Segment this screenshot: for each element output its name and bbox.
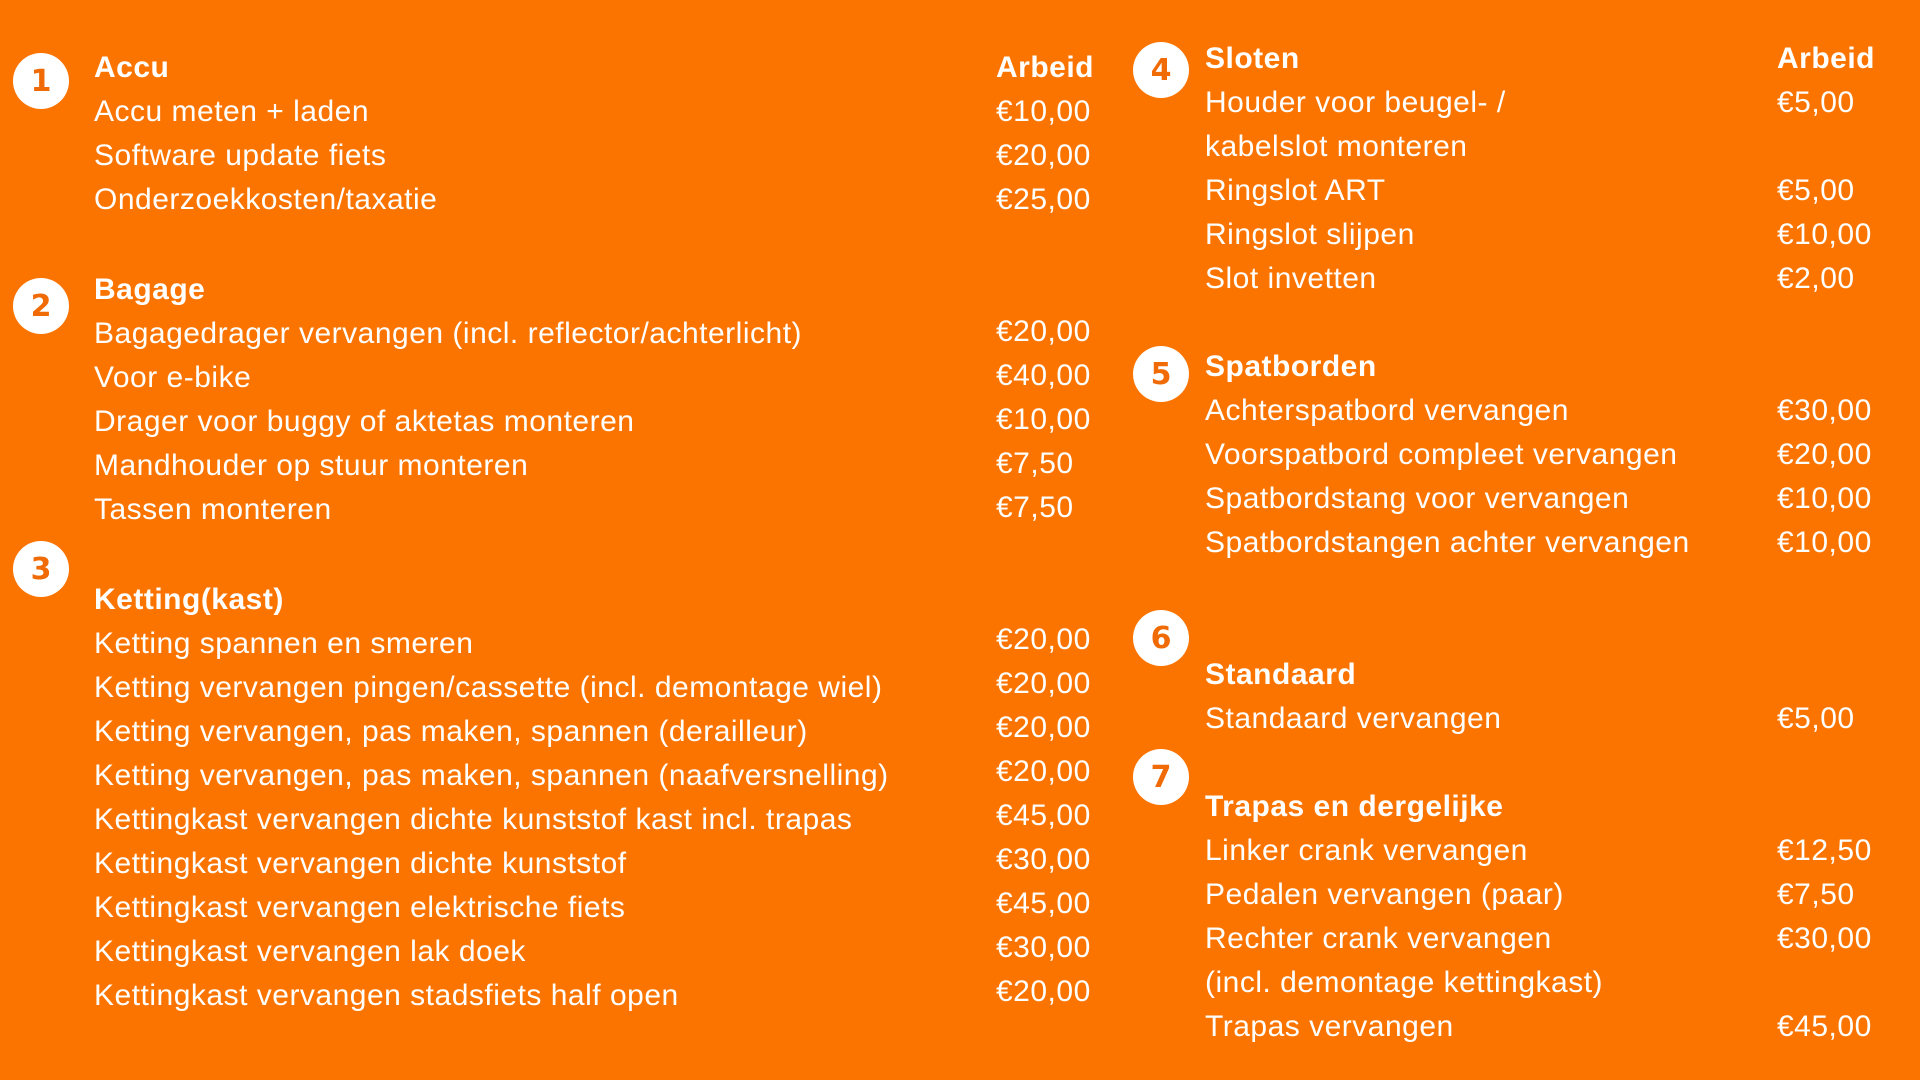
section-number-badge: 3	[13, 541, 69, 597]
item-price: €10,00	[996, 95, 1091, 128]
section-title-ketting: Ketting(kast)	[94, 583, 284, 616]
item-name: Linker crank vervangen	[1205, 834, 1528, 867]
section-number-badge: 2	[13, 278, 69, 334]
item-name: Spatbordstang voor vervangen	[1205, 482, 1630, 515]
item-price: €30,00	[1777, 394, 1872, 427]
item-price: €7,50	[996, 447, 1074, 480]
item-price: €20,00	[996, 315, 1091, 348]
item-name: Achterspatbord vervangen	[1205, 394, 1569, 427]
item-name: Trapas vervangen	[1205, 1010, 1454, 1043]
item-name: Kettingkast vervangen dichte kunststof	[94, 847, 627, 880]
arbeid-header-left: Arbeid	[996, 51, 1095, 84]
item-name: Ketting vervangen, pas maken, spannen (derailleur)	[94, 715, 808, 748]
item-price: €10,00	[1777, 482, 1872, 515]
item-price: €40,00	[996, 359, 1091, 392]
item-price: €5,00	[1777, 86, 1855, 119]
item-price: €10,00	[1777, 218, 1872, 251]
item-price: €2,00	[1777, 262, 1855, 295]
item-price: €20,00	[996, 755, 1091, 788]
item-price: €20,00	[996, 139, 1091, 172]
section-title-accu: Accu	[94, 51, 170, 84]
item-name: Onderzoekkosten/taxatie	[94, 183, 438, 216]
item-name: Pedalen vervangen (paar)	[1205, 878, 1564, 911]
section-title-spatborden: Spatborden	[1205, 350, 1377, 383]
section-title-trapas: Trapas en dergelijke	[1205, 790, 1504, 823]
item-name: Drager voor buggy of aktetas monteren	[94, 405, 635, 438]
item-name: Mandhouder op stuur monteren	[94, 449, 529, 482]
item-price: €5,00	[1777, 702, 1855, 735]
item-name: Ringslot ART	[1205, 174, 1386, 207]
item-price: €5,00	[1777, 174, 1855, 207]
item-price: €7,50	[996, 491, 1074, 524]
item-price: €10,00	[996, 403, 1091, 436]
section-number-badge: 6	[1133, 610, 1189, 666]
item-price: €30,00	[996, 931, 1091, 964]
arbeid-header-right: Arbeid	[1777, 42, 1876, 75]
item-name: Ringslot slijpen	[1205, 218, 1415, 251]
item-price: €7,50	[1777, 878, 1855, 911]
item-price: €20,00	[996, 667, 1091, 700]
item-name: Voorspatbord compleet vervangen	[1205, 438, 1678, 471]
item-name: Kettingkast vervangen stadsfiets half open	[94, 979, 679, 1012]
item-name: Houder voor beugel- /	[1205, 86, 1506, 119]
item-name: Accu meten + laden	[94, 95, 370, 128]
item-name: Standaard vervangen	[1205, 702, 1502, 735]
item-name-continued: (incl. demontage kettingkast)	[1205, 966, 1604, 999]
item-price: €20,00	[996, 623, 1091, 656]
item-price: €20,00	[996, 711, 1091, 744]
section-number-badge: 1	[13, 53, 69, 109]
item-name: Voor e-bike	[94, 361, 252, 394]
item-price: €30,00	[996, 843, 1091, 876]
section-title-sloten: Sloten	[1205, 42, 1300, 75]
section-number-badge: 5	[1133, 346, 1189, 402]
item-name: Slot invetten	[1205, 262, 1377, 295]
item-price: €45,00	[996, 887, 1091, 920]
item-price: €10,00	[1777, 526, 1872, 559]
section-title-standaard: Standaard	[1205, 658, 1357, 691]
item-price: €20,00	[1777, 438, 1872, 471]
item-name: Ketting vervangen pingen/cassette (incl. demontage wiel)	[94, 671, 883, 704]
section-number-badge: 4	[1133, 42, 1189, 98]
item-name: Rechter crank vervangen	[1205, 922, 1552, 955]
item-price: €45,00	[996, 799, 1091, 832]
item-price: €25,00	[996, 183, 1091, 216]
item-name: Bagagedrager vervangen (incl. reflector/achterlicht)	[94, 317, 803, 350]
item-name: Kettingkast vervangen dichte kunststof kast incl. trapas	[94, 803, 853, 836]
item-name: Ketting spannen en smeren	[94, 627, 474, 660]
item-price: €30,00	[1777, 922, 1872, 955]
item-price: €20,00	[996, 975, 1091, 1008]
section-title-bagage: Bagage	[94, 273, 206, 306]
item-name-continued: kabelslot monteren	[1205, 130, 1468, 163]
item-name: Kettingkast vervangen elektrische fiets	[94, 891, 626, 924]
item-name: Software update fiets	[94, 139, 387, 172]
item-name: Ketting vervangen, pas maken, spannen (naafversnelling)	[94, 759, 889, 792]
section-number-badge: 7	[1133, 749, 1189, 805]
item-name: Tassen monteren	[94, 493, 332, 526]
item-name: Kettingkast vervangen lak doek	[94, 935, 526, 968]
item-price: €45,00	[1777, 1010, 1872, 1043]
item-name: Spatbordstangen achter vervangen	[1205, 526, 1690, 559]
item-price: €12,50	[1777, 834, 1872, 867]
